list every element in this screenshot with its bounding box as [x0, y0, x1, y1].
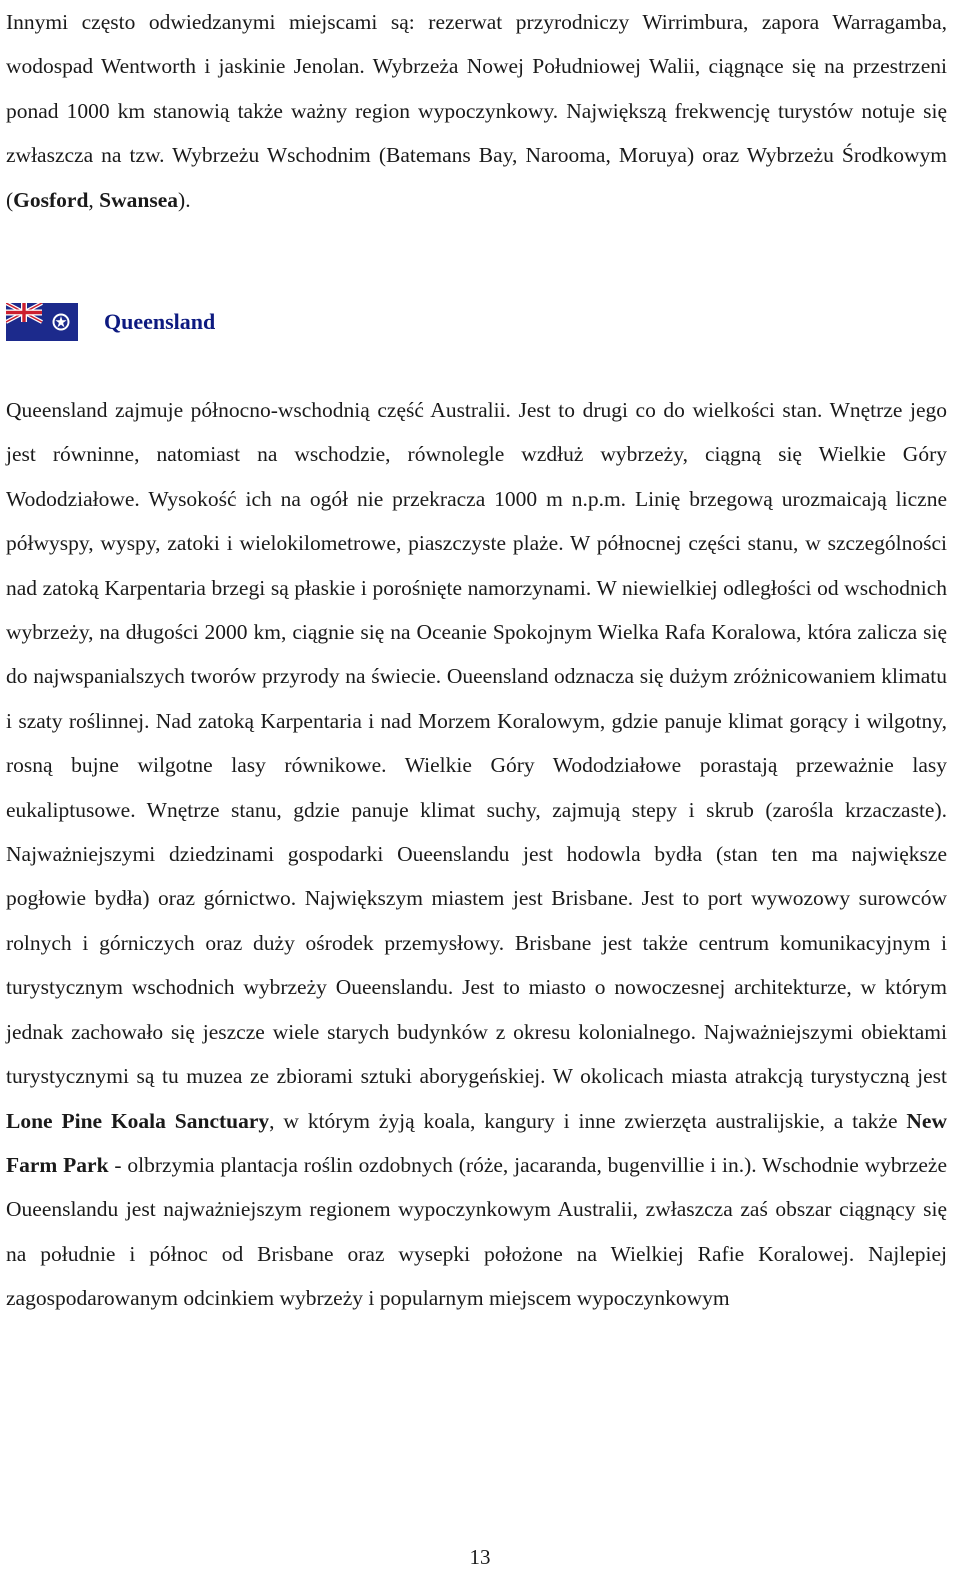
intro-text-2: ).: [178, 187, 191, 212]
body-text-2: , w którym żyją koala, kangury i inne zwierzęta australijskie, a także: [269, 1108, 907, 1133]
body-paragraph: [6, 388, 947, 1321]
body-bold-new-farm-park: New Farm Park: [6, 1108, 948, 1177]
section-heading: [6, 300, 606, 344]
intro-text-1: Innymi często odwiedzanymi miejscami są: rezerwat przyrodniczy Wirrimbura, zapora Warragamba, wodospad Wentworth i jaskinie Jenolan. Wybrzeża Nowej Południowej Walii, ciągnące się na przestrzeni ponad 1000 km stanowią także ważny region wypoczynkowy. Największą frekwencję turystów notuje się zwłaszcza na tzw. Wybrzeżu Wschodnim (Batemans Bay, Narooma, Moruya) oraz Wybrzeżu Środkowym (: [6, 10, 947, 212]
intro-separator: ,: [88, 187, 100, 212]
body-text-3: - olbrzymia plantacja roślin ozdobnych (róże, jacaranda, bugenvillie i in.). Wschodnie wybrzeże Oueenslandu jest najważniejszym regionem wypoczynkowym Australii, zwłaszcza zaś obszar ciągnący się na południe i północ od Brisbane oraz wysepki położone na Wielkiej Rafie Koralowej. Najlepiej zagospodarowanym odcinkiem wybrzeży i popularnym miejscem wypoczynkowym: [6, 1152, 948, 1311]
intro-bold-swansea: Swansea: [99, 187, 179, 212]
intro-bold-gosford: Gosford: [13, 187, 89, 212]
document-page: [6, 0, 948, 1311]
queensland-flag-icon: [6, 303, 78, 341]
body-text-1: Queensland zajmuje północno-wschodnią część Australii. Jest to drugi co do wielkości stan. Wnętrze jego jest równinne, natomiast na wschodzie, równolegle wzdłuż wybrzeży, ciągną się Wielkie Góry Wododziałowe. Wysokość ich na ogół nie przekracza 1000 m n.p.m. Linię brzegową urozmaicają liczne półwyspy, wyspy, zatoki i wielokilometrowe, piaszczyste plaże. W północnej części stanu, w szczególności nad zatoką Karpentaria brzegi są płaskie i porośnięte namorzynami. W niewielkiej odległości od wschodnich wybrzeży, na długości 2000 km, ciągnie się na Oceanie Spokojnym Wielka Rafa Koralowa, która zalicza się do najwspanialszych tworów przyrody na świecie. Oueensland odznacza się dużym zróżnicowaniem klimatu i szaty roślinnej. Nad zatoką Karpentaria i nad Morzem Koralowym, gdzie panuje klimat gorący i wilgotny, rosną bujne wilgotne lasy równikowe. Wielkie Góry Wododziałowe porastają przeważnie lasy eukaliptusowe. Wnętrze stanu, gdzie panuje klimat suchy, zajmują stepy i skrub (zarośla krzaczaste). Najważniejszymi dziedzinami gospodarki Oueenslandu jest hodowla bydła (stan ten ma największe pogłowie bydła) oraz górnictwo. Największym miastem jest Brisbane. Jest to port wywozowy surowców rolnych i górniczych oraz duży ośrodek przemysłowy. Brisbane jest także centrum komunikacyjnym i turystycznym wschodnich wybrzeży Oueenslandu. Jest to miasto o nowoczesnej architekturze, w którym jednak zachowało się jeszcze wiele starych budynków z okresu kolonialnego. Najważniejszymi obiektami turystycznymi są tu muzea ze zbiorami sztuki aborygeńskiej. W okolicach miasta atrakcją turystyczną jest: [6, 398, 947, 1089]
page-number: 13: [469, 1545, 491, 1569]
intro-paragraph: [6, 0, 947, 222]
body-bold-lone-pine: Lone Pine Koala Sanctuary: [6, 1108, 270, 1133]
section-title: Queensland: [104, 309, 216, 334]
